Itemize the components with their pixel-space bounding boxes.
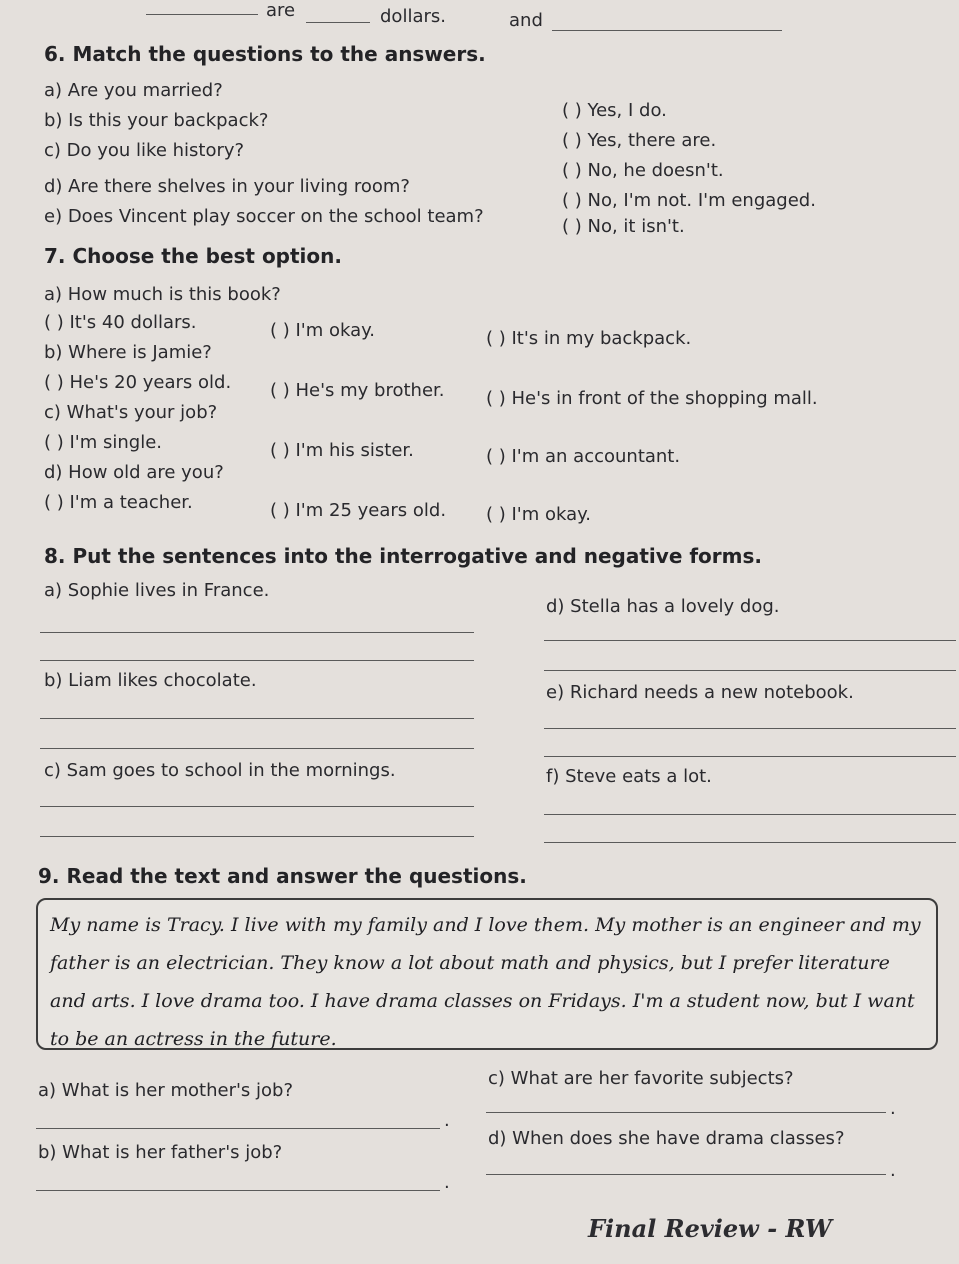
blank-line[interactable] <box>146 14 258 15</box>
section-8-heading: 8. Put the sentences into the interrogative and negative forms. <box>44 544 762 568</box>
reading-text-box <box>36 898 938 1050</box>
answer-line[interactable] <box>40 660 474 661</box>
option-choice[interactable]: ( ) He's 20 years old. <box>44 372 232 393</box>
reading-text: My name is Tracy. I live with my family and I love them. My mother is an engineer and my father is an electrician. They know a lot about math and physics, but I prefer literature and arts. I love drama too. I have drama classes on Fridays. I'm a student now, but I want to be an actress in the future. <box>50 914 921 1050</box>
answer-line[interactable] <box>40 748 474 749</box>
option-question: a) How much is this book? <box>44 284 281 305</box>
answer-line[interactable] <box>486 1174 886 1175</box>
option-choice[interactable]: ( ) I'm 25 years old. <box>270 500 447 521</box>
option-question: b) Where is Jamie? <box>44 342 212 363</box>
blank-line[interactable] <box>306 22 370 23</box>
answer-line[interactable] <box>40 632 474 633</box>
reading-question: c) What are her favorite subjects? <box>488 1068 794 1089</box>
option-choice[interactable]: ( ) I'm single. <box>44 432 163 453</box>
period: . <box>890 1160 896 1181</box>
answer-line[interactable] <box>544 670 956 671</box>
footer-title: Final Review - RW <box>588 1214 832 1243</box>
blank-line[interactable] <box>552 30 782 31</box>
answer-line[interactable] <box>40 806 474 807</box>
period: . <box>890 1098 896 1119</box>
match-question: e) Does Vincent play soccer on the school team? <box>44 206 484 227</box>
match-question: d) Are there shelves in your living room? <box>44 176 410 197</box>
answer-line[interactable] <box>36 1128 440 1129</box>
option-question: c) What's your job? <box>44 402 218 423</box>
match-answer[interactable]: ( ) Yes, there are. <box>562 130 717 151</box>
answer-line[interactable] <box>36 1190 440 1191</box>
word-dollars: dollars. <box>380 6 446 27</box>
answer-line[interactable] <box>544 756 956 757</box>
match-answer[interactable]: ( ) No, he doesn't. <box>562 160 724 181</box>
option-choice[interactable]: ( ) He's in front of the shopping mall. <box>486 388 818 409</box>
period: . <box>444 1110 450 1131</box>
option-choice[interactable]: ( ) I'm a teacher. <box>44 492 193 513</box>
option-choice[interactable]: ( ) I'm an accountant. <box>486 446 681 467</box>
option-choice[interactable]: ( ) I'm his sister. <box>270 440 414 461</box>
option-question: d) How old are you? <box>44 462 224 483</box>
match-answer[interactable]: ( ) Yes, I do. <box>562 100 667 121</box>
sentence-prompt: a) Sophie lives in France. <box>44 580 270 601</box>
answer-line[interactable] <box>544 814 956 815</box>
option-choice[interactable]: ( ) It's 40 dollars. <box>44 312 197 333</box>
match-question: a) Are you married? <box>44 80 223 101</box>
option-choice[interactable]: ( ) I'm okay. <box>270 320 375 341</box>
word-and: and <box>509 10 543 31</box>
section-6-heading: 6. Match the questions to the answers. <box>44 42 486 66</box>
match-question: b) Is this your backpack? <box>44 110 269 131</box>
answer-line[interactable] <box>486 1112 886 1113</box>
answer-line[interactable] <box>544 640 956 641</box>
option-choice[interactable]: ( ) It's in my backpack. <box>486 328 692 349</box>
answer-line[interactable] <box>40 836 474 837</box>
answer-line[interactable] <box>544 842 956 843</box>
section-7-heading: 7. Choose the best option. <box>44 244 342 268</box>
period: . <box>444 1172 450 1193</box>
option-choice[interactable]: ( ) He's my brother. <box>270 380 445 401</box>
reading-question: a) What is her mother's job? <box>38 1080 294 1101</box>
match-answer[interactable]: ( ) No, it isn't. <box>562 216 685 237</box>
sentence-prompt: c) Sam goes to school in the mornings. <box>44 760 396 781</box>
sentence-prompt: f) Steve eats a lot. <box>546 766 712 787</box>
sentence-prompt: b) Liam likes chocolate. <box>44 670 257 691</box>
match-answer[interactable]: ( ) No, I'm not. I'm engaged. <box>562 190 816 211</box>
reading-question: d) When does she have drama classes? <box>488 1128 845 1149</box>
sentence-prompt: d) Stella has a lovely dog. <box>546 596 780 617</box>
match-question: c) Do you like history? <box>44 140 245 161</box>
answer-line[interactable] <box>40 718 474 719</box>
reading-question: b) What is her father's job? <box>38 1142 283 1163</box>
section-9-heading: 9. Read the text and answer the questions. <box>38 864 527 888</box>
answer-line[interactable] <box>544 728 956 729</box>
option-choice[interactable]: ( ) I'm okay. <box>486 504 591 525</box>
word-are: are <box>266 0 296 21</box>
sentence-prompt: e) Richard needs a new notebook. <box>546 682 854 703</box>
